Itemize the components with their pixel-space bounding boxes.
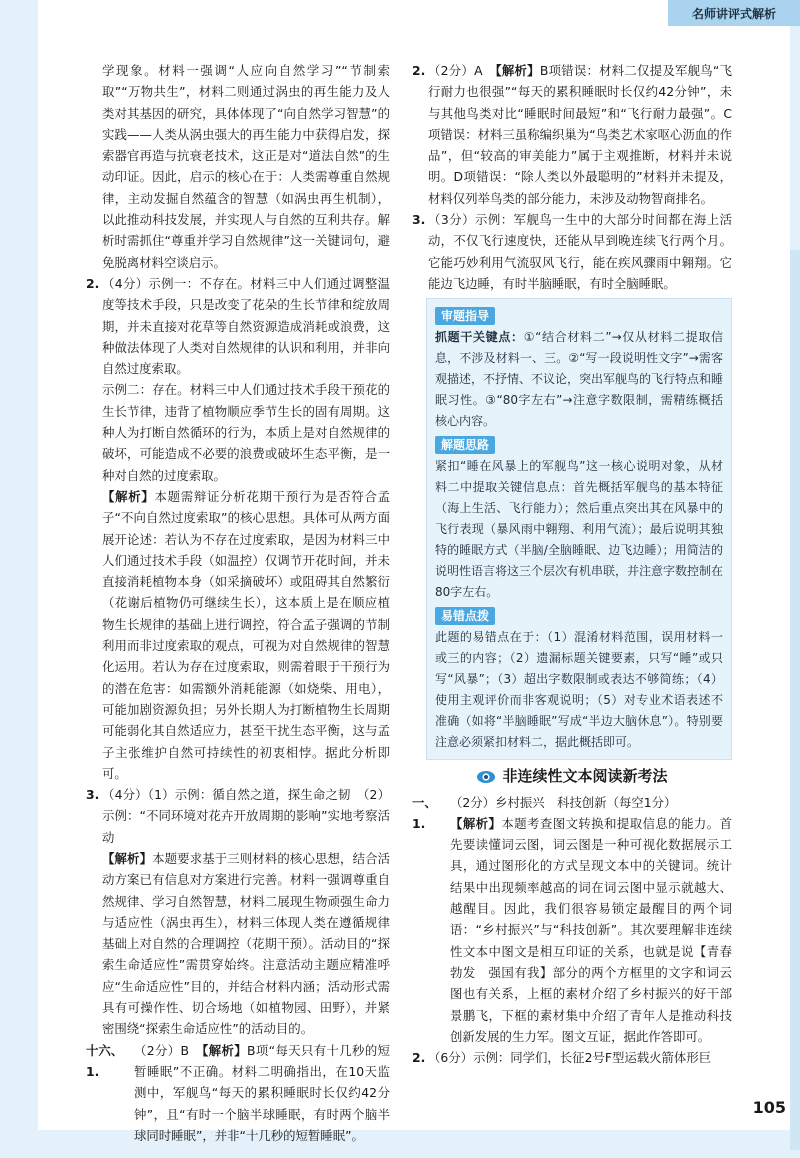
- answer-item-s1: [412, 792, 732, 1048]
- answer-text: （4分）（1）示例：循自然之道，探生命之韧 （2）示例：“不同环境对花卉开放周期的影响”实地考察活动: [102, 787, 390, 845]
- header-title: 名师讲评式解析: [668, 0, 800, 26]
- answer-item-2: [86, 273, 390, 784]
- right-column: [412, 60, 732, 1068]
- analysis-text: [102, 848, 390, 1040]
- answer-item-3: [412, 209, 732, 294]
- section-heading: [412, 766, 732, 787]
- tip-tag-approach: 解题思路: [435, 436, 495, 454]
- tip-keypoint-label: 抓题干关键点：: [435, 330, 524, 345]
- analysis-text: [450, 813, 732, 1047]
- answer-item-s2: [412, 1047, 732, 1068]
- answer-item-3: [86, 784, 390, 1040]
- answer-text: （6分）示例：同学们，长征2号F型运载火箭体形巨: [428, 1050, 712, 1066]
- eye-icon: [476, 770, 496, 784]
- analysis-content: 本题要求基于三则材料的核心思想，结合活动方案已有信息对方案进行完善。材料一强调尊重自然规律、学习自然智慧，材料二展现生物顽强生命力与适应性（涡虫再生），材料三体现人类在遵循规律基础上对自然的合理调控（花期干预）。活动目的“探索生命适应性”需贯穿始终。注意活动主题应精准呼应“生命适应性”目的，并结合材料内涵；活动形式需具有可操作性、切合场地（如植物园、田野），并紧密围绕“探索生命适应性”的活动目的。: [102, 850, 391, 1037]
- left-column: [86, 60, 390, 1146]
- answer-item-16-1: [86, 1040, 390, 1146]
- analysis-label: 【解析】: [102, 850, 153, 866]
- tip-content: ①“结合材料二”→仅从材料二提取信息，不涉及材料一、三。②“写一段说明性文字”→需客观描述，不抒情、不议论，突出军舰鸟的飞行特点和睡眠习性。③“80字左右”→注意字数限制，需精练概括核心内容。: [435, 330, 724, 429]
- item-body: [428, 1047, 732, 1068]
- tip-box: [426, 298, 732, 760]
- tip-text: 此题的易错点在于：（1）混淆材料范围，误用材料一或三的内容；（2）遗漏标题关键要素，只写“睡”或只写“风暴”；（3）超出字数限制或表达不够简练；（4）使用主观评价而非客观说明；（5）对专业术语表述不准确（如将“半脑睡眠”写成“半边大脑休息”）。特别要注意必须紧扣材料二，据此概括即可。: [435, 630, 723, 750]
- answer-text: （3分）示例：军舰鸟一生中的大部分时间都在海上活动，不仅飞行速度快，还能从早到晚连续飞行两个月。它能巧妙利用气流驭风飞行，能在疾风骤雨中翱翔。它能边飞边睡，有时半脑睡眠，有时全脑睡眠。: [428, 212, 732, 291]
- answer-text: [428, 60, 732, 209]
- tip-text: 紧扣“睡在风暴上的军舰鸟”这一核心说明对象，从材料二中提取关键信息点：首先概括军舰鸟的基本特征（海上生活、飞行能力）；然后重点突出其在风暴中的飞行表现（暴风雨中翱翔、利用气流）；最后说明其独特的睡眠方式（半脑/全脑睡眠、边飞边睡）；用简洁的说明性语言将这三个层次有机串联，并注意字数控制在80字左右。: [435, 459, 724, 600]
- answer-choice: （2分）A: [428, 63, 496, 78]
- item-body: [450, 792, 732, 1048]
- item-body: [428, 209, 732, 294]
- answer-text-alt: 示例二：存在。材料三中人们通过技术手段干预花的生长节律，违背了植物顺应季节生长的固有周期。这种人为打断自然循环的行为，本质上是对自然规律的破坏，可能造成不必要的浪费或破坏生态平衡，是一种对自然的过度索取。: [102, 382, 390, 483]
- item-number: 一、1.: [412, 794, 437, 831]
- tip-tag-mistakes: 易错点拨: [435, 607, 495, 625]
- item-number: 3.: [86, 787, 100, 803]
- analysis-content: 本题考查图文转换和提取信息的能力。首先要读懂词云图，词云图是一种可视化数据展示工具，通过图形化的方式呈现文本中的关键词。统计结果中出现频率越高的词在词云图中显示就越大、越醒目。因此，我们很容易锁定最醒目的两个词语：“乡村振兴”与“科技创新”。其次要理解非连续性文本中图文是相互印证的关系，也就是说【青春勃发 强国有我】部分的两个方框里的文字和词云图也有关系，上框的素材介绍了乡村振兴的好干部景鹏飞，下框的素材集中介绍了青年人是推动科技创新发展的生力军。图文互证，据此作答即可。: [450, 815, 733, 1044]
- page-number: 105: [752, 1098, 786, 1117]
- answer-text: [134, 1040, 390, 1146]
- answer-choice: （2分）B: [134, 1042, 203, 1058]
- item-number: 2.: [86, 275, 100, 291]
- paragraph-continued: 学现象。材料一强调“人应向自然学习”“节制索取”“万物共生”，材料二则通过涡虫的再生能力及人类对其基因的研究，具体体现了“向自然学习智慧”的实践——人类从涡虫强大的再生能力中获得启发，探索器官再造与抗衰老技术，这正是对“道法自然”的生动印证。因此，启示的核心在于：人类需尊重自然规律，主动发掘自然蕴含的智慧（如涡虫再生机制），以此推动科技发展，并实现人与自然的互利共存。解析时需抓住“尊重并学习自然规律”这一关键词句，避免脱离材料空谈启示。: [102, 63, 390, 270]
- item-body: [134, 1040, 390, 1146]
- item-number: 2.: [412, 63, 426, 78]
- analysis-content: B项错误：材料二仅提及军舰鸟“飞行耐力也很强”“每天的累积睡眠时长仅约42分钟”，未与其他鸟类对比“睡眠时间最短”和“飞行耐力最强”。C项错误：材料三虽称编织巢为“鸟类艺术家呕心沥血的作品”，但“较高的审美能力”属于主观推断，材料并未说明。D项错误：“除人类以外最聪明的”材料并未提及，材料仅列举鸟类的部分能力，未涉及动物智商排名。: [428, 63, 732, 206]
- answer-text: （2分）乡村振兴 科技创新（每空1分）: [450, 794, 677, 810]
- item-number: 2.: [412, 1050, 426, 1066]
- analysis-text: [102, 486, 390, 784]
- analysis-label: 【解析】: [450, 815, 502, 831]
- analysis-content: B项“每天只有十几秒的短暂睡眠”不正确。材料二明确指出，在10天监测中，军舰鸟“每天的累积睡眠时长仅约42分钟”，且“有时一个脑半球睡眠，有时两个脑半球同时睡眠”，并非“十几秒的短暂睡眠”。: [134, 1042, 390, 1143]
- analysis-label: 【解析】: [102, 488, 155, 504]
- item-body: [102, 273, 390, 784]
- side-stripe: [790, 250, 800, 1150]
- answer-text: （4分）示例一：不存在。材料三中人们通过调整温度等技术手段，只是改变了花朵的生长节律和绽放周期，并未直接对花草等自然资源造成消耗或浪费，这种做法体现了人类对自然规律的认识和利用，并非向自然过度索取。: [102, 275, 390, 377]
- tip-text: [435, 327, 723, 432]
- item-body: [102, 784, 390, 1040]
- item-body: [428, 60, 732, 209]
- item-number: 3.: [412, 212, 426, 228]
- answer-item-2: [412, 60, 732, 209]
- item-number: 十六、1.: [86, 1042, 124, 1079]
- section-title: 非连续性文本阅读新考法: [502, 767, 668, 786]
- analysis-label: 【解析】: [202, 1042, 248, 1058]
- analysis-content: 本题需辩证分析花期干预行为是否符合孟子“不向自然过度索取”的核心思想。具体可从两方面展开论述：若认为不存在过度索取，是因为材料三中人们通过技术手段（如温控）仅调节开花时间，并未直接消耗植物本身（如采摘破坏）或阻碍其自然繁衍（花谢后植物仍可继续生长），这本质上是在顺应植物生长规律的基础上进行调控，符合孟子强调的节制利用而非过度索取的观点，可视为对自然规律的智慧化运用。若认为存在过度索取，则需着眼于干预行为的潜在危害：如需额外消耗能源（如烧柴、用电），可能加剧资源负担；另外长期人为打断植物生长周期可能弱化其自然适应力，甚至干扰生态平衡，这与孟子主张维护自然可持续性的初衷相悖。据此分析即可。: [102, 488, 391, 781]
- tip-tag-review: 审题指导: [435, 307, 495, 325]
- analysis-label: 【解析】: [495, 63, 540, 78]
